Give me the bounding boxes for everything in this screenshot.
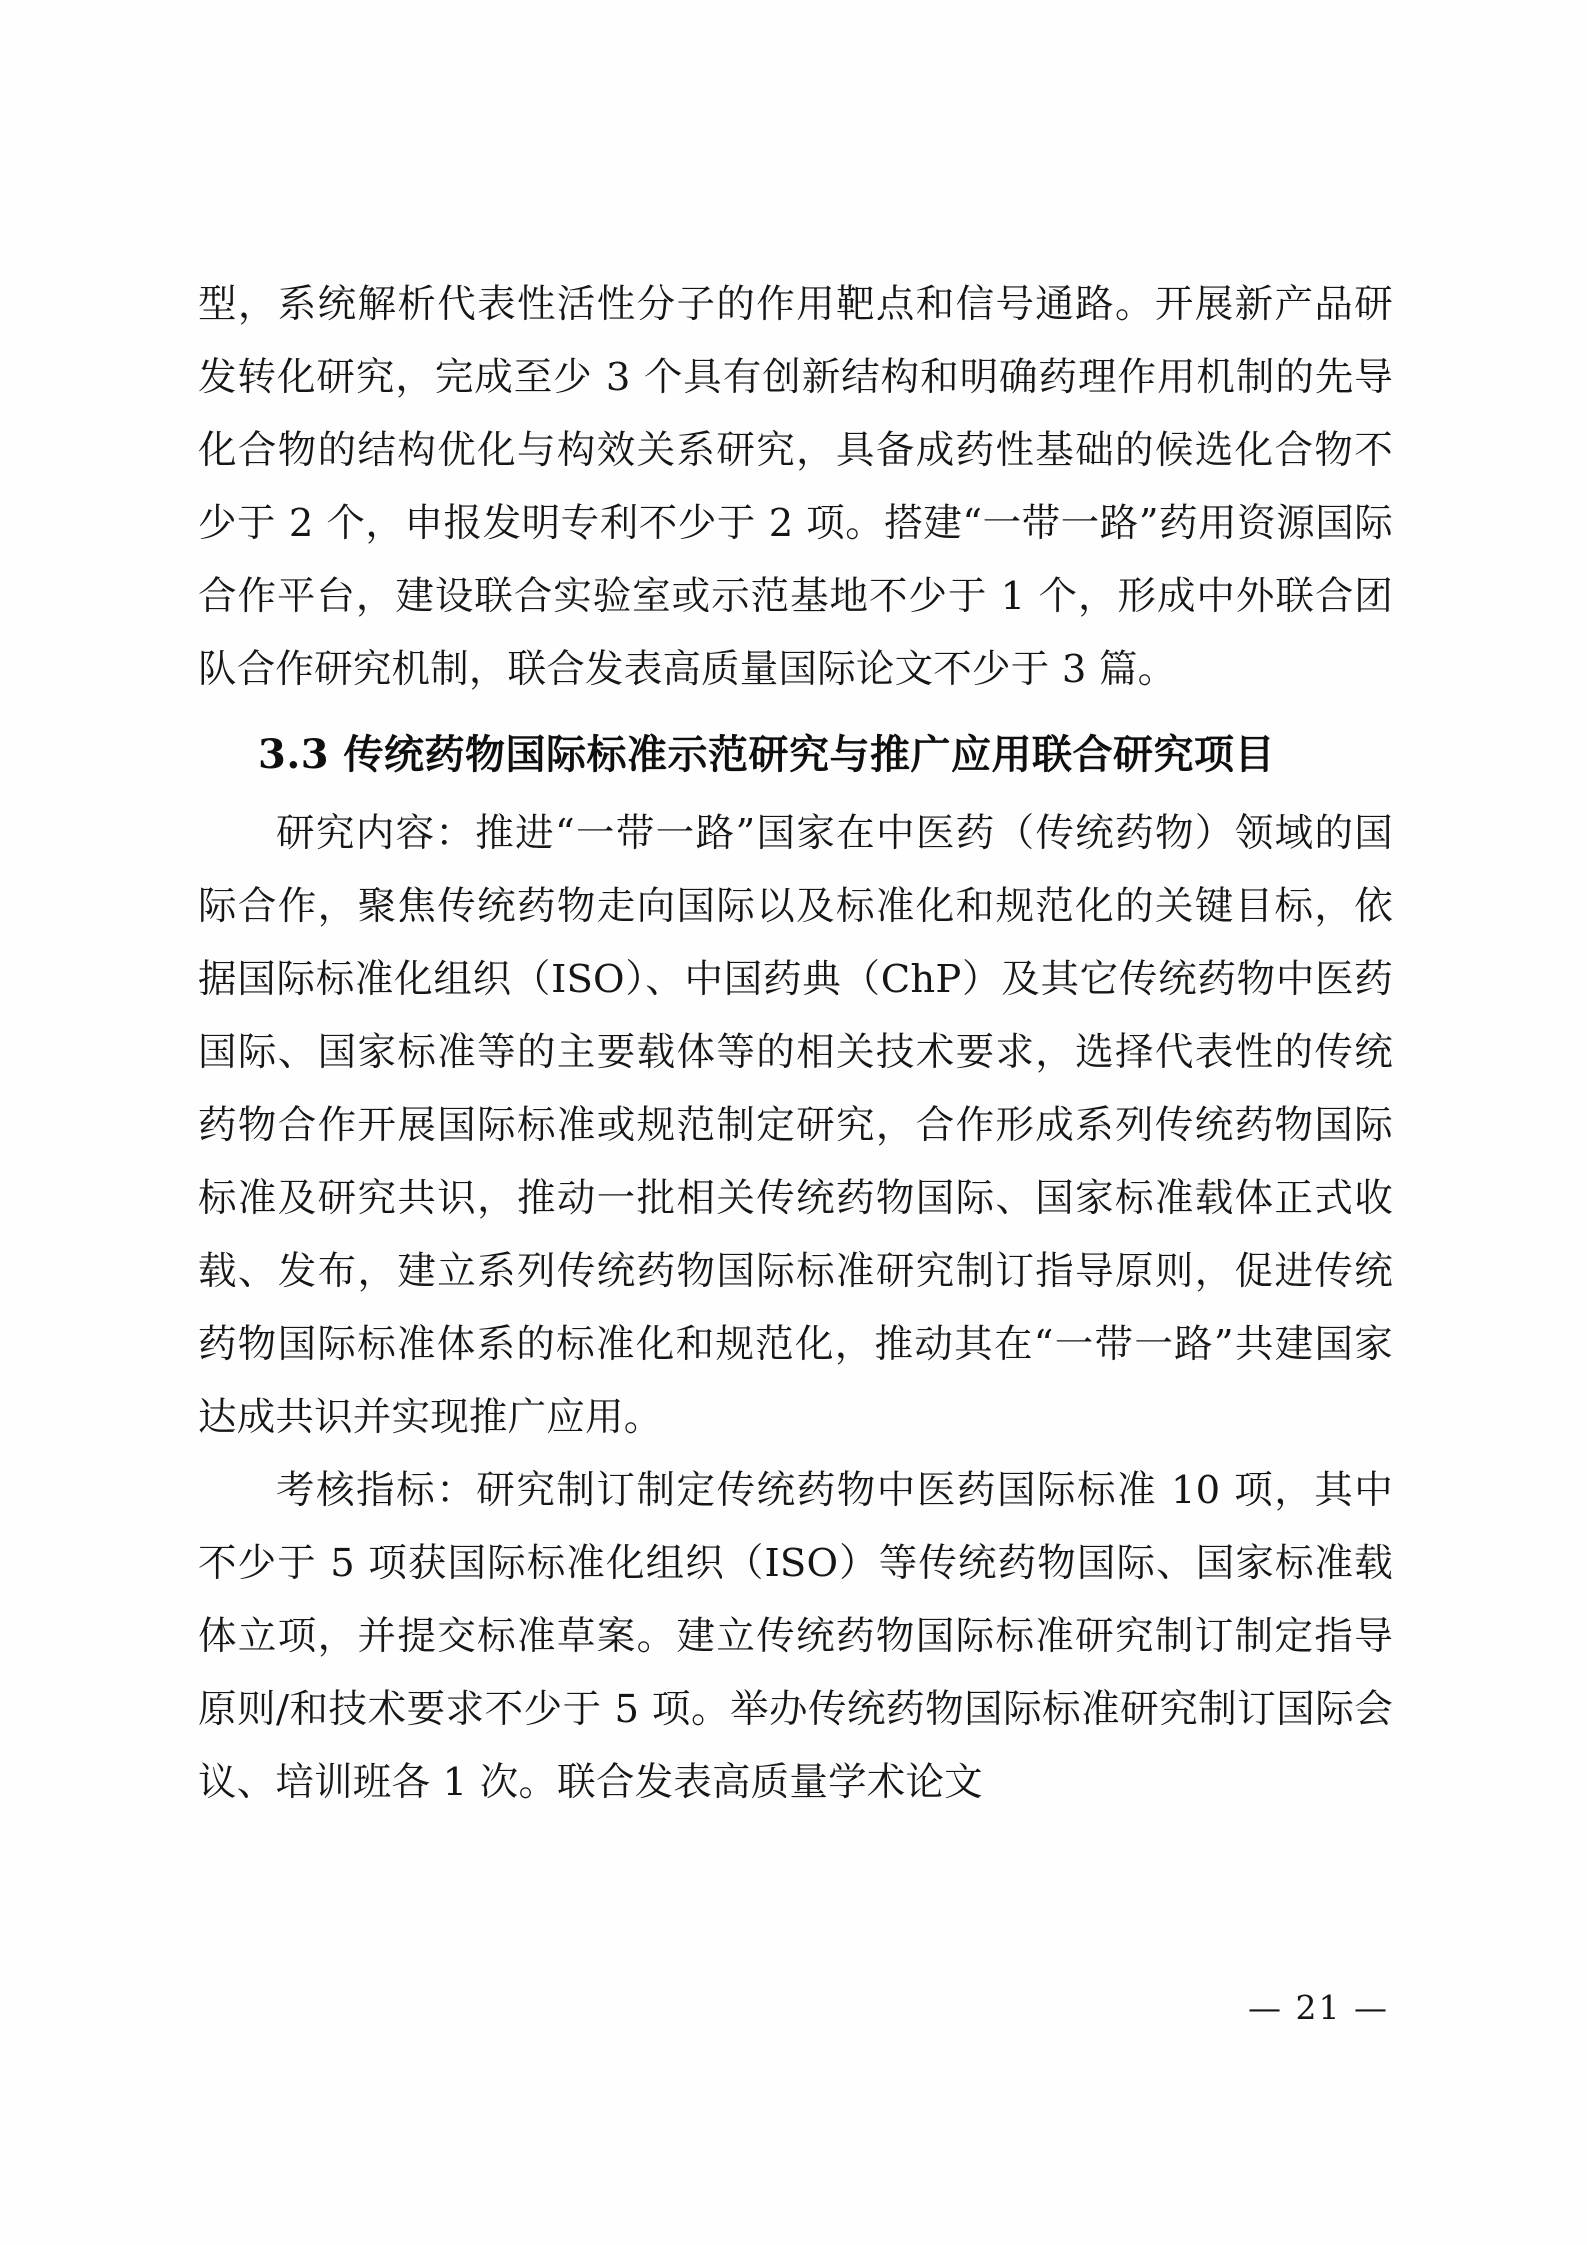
paragraph-assessment-index: 考核指标：研究制订制定传统药物中医药国际标准 10 项，其中不少于 5 项获国际标准化组织（ISO）等传统药物国际、国家标准载体立项，并提交标准草案。建立传统药物国际标准研究制订制定指导原则/和技术要求不少于 5 项。举办传统药物国际标准研究制订国际会议、培训班各 1 次。联合发表高质量学术论文 [198,1468,1393,1805]
page-content [198,268,1393,1819]
page-number: — 21 — [1248,1988,1389,2027]
section-heading-3-3: 3.3 传统药物国际标准示范研究与推广应用联合研究项目 [258,731,1276,778]
paragraph-research-content: 研究内容：推进“一带一路”国家在中医药（传统药物）领域的国际合作，聚焦传统药物走向国际以及标准化和规范化的关键目标，依据国际标准化组织（ISO）、中国药典（ChP）及其它传统药物中医药国际、国家标准等的主要载体等的相关技术要求，选择代表性的传统药物合作开展国际标准或规范制定研究，合作形成系列传统药物国际标准及研究共识，推动一批相关传统药物国际、国家标准载体正式收载、发布，建立系列传统药物国际标准研究制订指导原则，促进传统药物国际标准体系的标准化和规范化，推动其在“一带一路”共建国家达成共识并实现推广应用。 [198,811,1393,1440]
paragraph-continued: 型，系统解析代表性活性分子的作用靶点和信号通路。开展新产品研发转化研究，完成至少 3 个具有创新结构和明确药理作用机制的先导化合物的结构优化与构效关系研究，具备成药性基础的候选化合物不少于 2 个，申报发明专利不少于 2 项。搭建“一带一路”药用资源国际合作平台，建设联合实验室或示范基地不少于 1 个，形成中外联合团队合作研究机制，联合发表高质量国际论文不少于 3 篇。 [198,282,1393,692]
